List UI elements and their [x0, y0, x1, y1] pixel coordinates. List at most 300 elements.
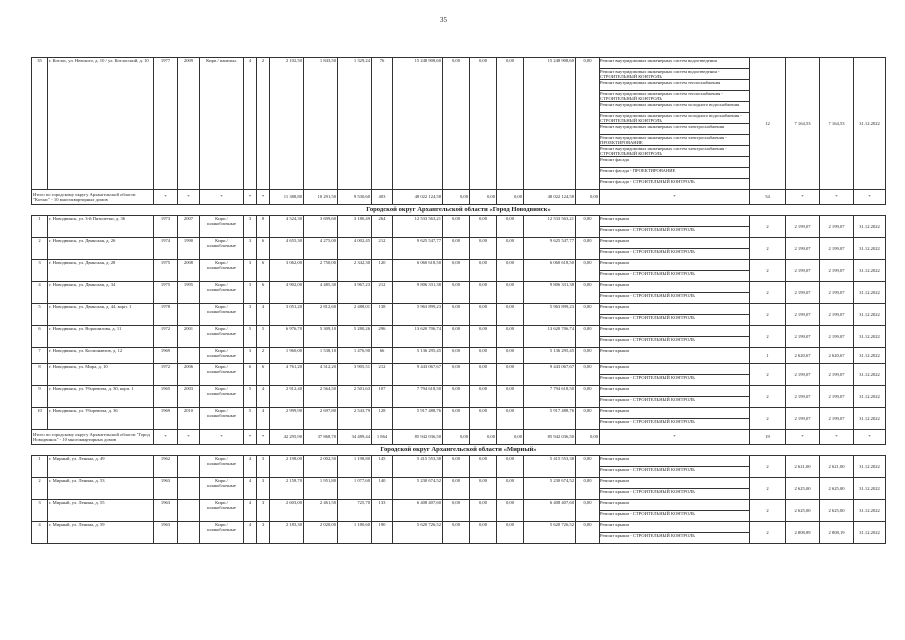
fund-local-cell: 0,00: [497, 260, 524, 282]
wall-material-cell: Кирп./ шлакоблочные: [200, 348, 244, 364]
year-repair-cell: 2003: [178, 386, 200, 408]
year-repair-cell: [178, 304, 200, 326]
total-count: 54: [750, 190, 786, 205]
entrances-cell: 3: [257, 456, 270, 478]
total-fund-other: 0,00: [576, 190, 600, 205]
floors-cell: 3: [244, 304, 257, 326]
works-cell: [600, 408, 750, 430]
total-fund-local: 0,00: [497, 190, 524, 205]
fund-ff-cell: 0,00: [443, 282, 470, 304]
cost-total-cell: 5 620 726,52: [393, 522, 443, 544]
residents-cell: 107: [372, 386, 393, 408]
entrances-cell: 6: [257, 364, 270, 386]
year-built-cell: 1963: [154, 522, 178, 544]
fund-other-cell: 0,00: [576, 282, 600, 304]
row-number: 9: [32, 386, 48, 408]
address-cell: г. Мирный, ул. Ленина, д. 53: [48, 478, 154, 500]
unit-cost-cell: 2 199,07: [786, 364, 820, 386]
wall-material-cell: Кирп./ шлакоблочные: [200, 216, 244, 238]
unit-cost-cell: 2 199,07: [786, 386, 820, 408]
entrances-cell: 3: [257, 478, 270, 500]
works-cell: [600, 216, 750, 238]
work-item: Ремонт крыши: [600, 478, 749, 489]
fund-owners-cell: 6 060 618,50: [524, 260, 576, 282]
area-living-cell: 2 812,60: [304, 304, 338, 326]
area-total-cell: 1 960,00: [270, 348, 304, 364]
unit-count-cell: 2: [750, 326, 786, 348]
floors-cell: 5: [244, 326, 257, 348]
work-item: Ремонт крыши: [600, 522, 749, 533]
floors-cell: 4: [244, 58, 257, 190]
fund-owners-cell: 9 443 067,67: [524, 364, 576, 386]
residents-cell: 120: [372, 260, 393, 282]
work-item: Ремонт крыши - СТРОИТЕЛЬНЫЙ КОНТРОЛЬ: [600, 227, 695, 232]
row-number: 8: [32, 364, 48, 386]
unit-count-cell: 2: [750, 260, 786, 282]
area-owned-cell: 1 476,90: [338, 348, 372, 364]
fund-other-cell: 0,00: [576, 386, 600, 408]
entrances-cell: 5: [257, 326, 270, 348]
year-repair-cell: 2009: [178, 58, 200, 190]
total-area-total: 11 388,80: [270, 190, 304, 205]
fund-ff-cell: 0,00: [443, 216, 470, 238]
residents-cell: 76: [372, 58, 393, 190]
fund-region-cell: 0,00: [470, 216, 497, 238]
year-repair-cell: [178, 348, 200, 364]
wall-material-cell: Кирп./ панельн.: [200, 58, 244, 190]
cost-total-cell: 5 917 488,76: [393, 408, 443, 430]
fund-owners-cell: 5 620 726,52: [524, 522, 576, 544]
fund-owners-cell: 5 136 295,45: [524, 348, 576, 364]
total-label: Итого по городскому округу Архангельской области "Город Новодвинск" - 10 многоквартирных домов: [32, 430, 154, 445]
residents-cell: 138: [372, 304, 393, 326]
fund-other-cell: 0,00: [576, 522, 600, 544]
fund-other-cell: 0,00: [576, 456, 600, 478]
area-owned-cell: 2 342,30: [338, 260, 372, 282]
total-area-living: 10 291,50: [304, 190, 338, 205]
area-total-cell: 6 976,70: [270, 326, 304, 348]
year-built-cell: 1965: [154, 386, 178, 408]
work-item: Ремонт крыши - СТРОИТЕЛЬНЫЙ КОНТРОЛЬ: [600, 337, 695, 342]
work-item: Ремонт внутридомовых инженерных систем электроснабжения - СТРОИТЕЛЬНЫЙ КОНТРОЛЬ: [600, 146, 749, 157]
year-built-cell: 1963: [154, 500, 178, 522]
fund-other-cell: 0,00: [576, 304, 600, 326]
row-number: 4: [32, 522, 48, 544]
fund-other-cell: 0,00: [576, 326, 600, 348]
table-row: [32, 326, 886, 348]
area-owned-cell: 1 329,24: [338, 58, 372, 190]
unit-count-cell: 2: [750, 238, 786, 260]
work-item: Ремонт внутридомовых инженерных систем теплоснабжения: [600, 80, 749, 91]
address-cell: г. Мирный, ул. Ленина, д. 55: [48, 500, 154, 522]
year-repair-cell: 2001: [178, 326, 200, 348]
work-item: Ремонт крыши: [600, 348, 629, 353]
fund-ff-cell: 0,00: [443, 456, 470, 478]
area-living-cell: 4 275,00: [304, 238, 338, 260]
area-total-cell: 2 912,40: [270, 386, 304, 408]
work-item: Ремонт внутридомовых инженерных систем теплоснабжения - СТРОИТЕЛЬНЫЙ КОНТРОЛЬ: [600, 91, 749, 102]
total-star: *: [820, 430, 854, 445]
work-item: Ремонт крыши - СТРОИТЕЛЬНЫЙ КОНТРОЛЬ: [600, 489, 695, 494]
residents-cell: 212: [372, 364, 393, 386]
fund-region-cell: 0,00: [470, 500, 497, 522]
unit-cost-cell: 2 625,00: [786, 478, 820, 500]
residents-cell: 296: [372, 326, 393, 348]
total-fund-ff: 0,00: [443, 190, 470, 205]
fund-region-cell: 0,00: [470, 282, 497, 304]
area-owned-cell: 1 180,60: [338, 522, 372, 544]
works-cell: [600, 326, 750, 348]
fund-region-cell: 0,00: [470, 260, 497, 282]
row-number: 7: [32, 348, 48, 364]
year-repair-cell: 1990: [178, 238, 200, 260]
fund-other-cell: 0,00: [576, 216, 600, 238]
fund-local-cell: 0,00: [497, 386, 524, 408]
work-item: Ремонт крыши: [600, 282, 749, 293]
address-cell: г. Новодвинск, ул. Космонавтов, д. 12: [48, 348, 154, 364]
residents-cell: 128: [372, 408, 393, 430]
limit-cost-cell: 2 199,07: [820, 260, 854, 282]
fund-region-cell: 0,00: [470, 456, 497, 478]
unit-cost-cell: 2 199,07: [786, 260, 820, 282]
works-cell: [600, 304, 750, 326]
limit-cost-cell: 2 808,19: [820, 522, 854, 544]
floors-cell: 4: [244, 500, 257, 522]
limit-cost-cell: 2 199,07: [820, 216, 854, 238]
fund-ff-cell: 0,00: [443, 364, 470, 386]
unit-cost-cell: 2 625,00: [786, 500, 820, 522]
address-cell: г. Новодвинск, ул. Мира, д. 10: [48, 364, 154, 386]
row-number: 2: [32, 238, 48, 260]
fund-ff-cell: 0,00: [443, 478, 470, 500]
address-cell: г. Новодвинск, ул. Двинская, д. 44, корп. 1: [48, 304, 154, 326]
unit-cost-cell: 2 808,89: [786, 522, 820, 544]
unit-cost-cell: 2 199,07: [786, 238, 820, 260]
unit-count-cell: 2: [750, 364, 786, 386]
year-built-cell: 1973: [154, 216, 178, 238]
cost-total-cell: 5 230 674,52: [393, 478, 443, 500]
cost-total-cell: 12 533 563,21: [393, 216, 443, 238]
area-living-cell: 4 312,20: [304, 364, 338, 386]
entrances-cell: 6: [257, 260, 270, 282]
wall-material-cell: Кирп./ шлакоблочные: [200, 386, 244, 408]
fund-owners-cell: 5 963 899,23: [524, 304, 576, 326]
table-row: [32, 456, 886, 478]
fund-local-cell: 0,00: [497, 348, 524, 364]
area-living-cell: 2 020,00: [304, 522, 338, 544]
work-item: Ремонт внутридомовых инженерных систем электроснабжения - ПРОЕКТИРОВАНИЕ: [600, 135, 749, 146]
entrances-cell: 4: [257, 408, 270, 430]
deadline-cell: 31.12.2022: [854, 238, 886, 260]
fund-other-cell: 0,00: [576, 478, 600, 500]
limit-cost-cell: 2 625,00: [820, 500, 854, 522]
table-row: [32, 522, 886, 544]
work-item: Ремонт крыши - СТРОИТЕЛЬНЫЙ КОНТРОЛЬ: [600, 249, 695, 254]
area-living-cell: 2 002,50: [304, 456, 338, 478]
work-item: Ремонт крыши: [600, 456, 749, 467]
fund-local-cell: 0,00: [497, 522, 524, 544]
total-star: *: [786, 190, 820, 205]
fund-ff-cell: 0,00: [443, 386, 470, 408]
fund-ff-cell: 0,00: [443, 326, 470, 348]
total-count: 19: [750, 430, 786, 445]
year-built-cell: 1975: [154, 260, 178, 282]
floors-cell: 5: [244, 408, 257, 430]
fund-owners-cell: 13 620 706,74: [524, 326, 576, 348]
address-cell: г. Новодвинск, ул. Ворошилова, д. 11: [48, 326, 154, 348]
unit-count-cell: 2: [750, 216, 786, 238]
section-title: Городской округ Архангельской области «Город Новодвинск»: [32, 205, 886, 216]
year-repair-cell: [178, 500, 200, 522]
fund-other-cell: 0,00: [576, 260, 600, 282]
year-built-cell: 1969: [154, 348, 178, 364]
page-number: 35: [440, 16, 447, 24]
floors-cell: 6: [244, 364, 257, 386]
works-cell: [600, 386, 750, 408]
unit-count-cell: 2: [750, 478, 786, 500]
floors-cell: 3: [244, 282, 257, 304]
total-fund-local: 0,00: [497, 430, 524, 445]
fund-owners-cell: 5 415 553,38: [524, 456, 576, 478]
total-star: *: [244, 190, 257, 205]
table-row: [32, 304, 886, 326]
unit-count-cell: 2: [750, 282, 786, 304]
work-item: Ремонт внутридомовых инженерных систем холодного водоснабжения: [600, 102, 749, 113]
works-cell: [600, 500, 750, 522]
fund-region-cell: 0,00: [470, 386, 497, 408]
deadline-cell: 31.12.2022: [854, 348, 886, 364]
unit-count-cell: 2: [750, 500, 786, 522]
year-built-cell: 1969: [154, 408, 178, 430]
limit-cost-cell: 2 199,07: [820, 408, 854, 430]
table-row: [32, 260, 886, 282]
cost-total-cell: 5 963 899,23: [393, 304, 443, 326]
work-item: Ремонт внутридомовых инженерных систем водоотведения - СТРОИТЕЛЬНЫЙ КОНТРОЛЬ: [600, 69, 749, 80]
work-item: Ремонт крыши - СТРОИТЕЛЬНЫЙ КОНТРОЛЬ: [600, 315, 695, 320]
entrances-cell: 3: [257, 522, 270, 544]
fund-owners-cell: 6 408 407,60: [524, 500, 576, 522]
work-item: Ремонт крыши: [600, 238, 749, 249]
deadline-cell: 31.12.2022: [854, 408, 886, 430]
deadline-cell: 31.12.2022: [854, 478, 886, 500]
address-cell: г. Новодвинск, ул. 3-й Пятилетки, д. 36: [48, 216, 154, 238]
fund-other-cell: 0,00: [576, 364, 600, 386]
fund-owners-cell: 5 917 488,76: [524, 408, 576, 430]
limit-cost-cell: 2 199,07: [820, 304, 854, 326]
floors-cell: 3: [244, 216, 257, 238]
work-item: Ремонт внутридомовых инженерных систем водоотведения: [600, 58, 749, 69]
year-built-cell: 1972: [154, 364, 178, 386]
area-living-cell: 4 485,30: [304, 282, 338, 304]
fund-owners-cell: 15 248 908,60: [524, 58, 576, 190]
area-owned-cell: 3 180,49: [338, 216, 372, 238]
cost-total-cell: 5 415 553,38: [393, 456, 443, 478]
work-item: Ремонт крыши: [600, 304, 749, 315]
fund-region-cell: 0,00: [470, 478, 497, 500]
deadline-cell: 31.12.2022: [854, 386, 886, 408]
area-living-cell: 1 843,50: [304, 58, 338, 190]
year-built-cell: 1972: [154, 326, 178, 348]
table-row: [32, 408, 886, 430]
fund-owners-cell: 5 230 674,52: [524, 478, 576, 500]
fund-ff-cell: 0,00: [443, 522, 470, 544]
total-star: *: [244, 430, 257, 445]
cost-total-cell: 9 806 331,38: [393, 282, 443, 304]
total-star: *: [154, 430, 178, 445]
floors-cell: 4: [244, 456, 257, 478]
deadline-cell: 31.12.2022: [854, 304, 886, 326]
repair-program-table: [31, 57, 886, 544]
year-repair-cell: [178, 456, 200, 478]
fund-ff-cell: 0,00: [443, 238, 470, 260]
works-cell: [600, 58, 750, 190]
wall-material-cell: Кирп./ шлакоблочные: [200, 304, 244, 326]
deadline-cell: 31.12.2022: [854, 364, 886, 386]
fund-ff-cell: 0,00: [443, 348, 470, 364]
table-row: [32, 58, 886, 190]
deadline-cell: 31.12.2022: [854, 260, 886, 282]
total-star: *: [786, 430, 820, 445]
total-fund-region: 0,00: [470, 190, 497, 205]
fund-ff-cell: 0,00: [443, 500, 470, 522]
table-row: [32, 364, 886, 386]
wall-material-cell: Кирп./ шлакоблочные: [200, 408, 244, 430]
unit-cost-cell: 2 199,07: [786, 408, 820, 430]
row-number: 5: [32, 304, 48, 326]
work-item: Ремонт крыши: [600, 326, 749, 337]
deadline-cell: 31.12.2022: [854, 58, 886, 190]
limit-cost-cell: 7 164,53: [820, 58, 854, 190]
fund-region-cell: 0,00: [470, 304, 497, 326]
floors-cell: 3: [244, 348, 257, 364]
unit-cost-cell: 2 199,07: [786, 216, 820, 238]
work-item: Ремонт крыши - СТРОИТЕЛЬНЫЙ КОНТРОЛЬ: [600, 533, 695, 538]
works-cell: [600, 478, 750, 500]
work-item: Ремонт крыши: [600, 386, 749, 397]
cost-total-cell: 6 408 407,60: [393, 500, 443, 522]
floors-cell: 4: [244, 522, 257, 544]
area-total-cell: 4 524,30: [270, 216, 304, 238]
works-cell: [600, 260, 750, 282]
wall-material-cell: Кирп./ шлакоблочные: [200, 456, 244, 478]
limit-cost-cell: 2 199,07: [820, 282, 854, 304]
total-star: *: [820, 190, 854, 205]
fund-local-cell: 0,00: [497, 58, 524, 190]
works-cell: [600, 522, 750, 544]
deadline-cell: 31.12.2022: [854, 282, 886, 304]
row-number: 6: [32, 326, 48, 348]
work-item: Ремонт крыши: [600, 260, 749, 271]
area-total-cell: 3 062,00: [270, 260, 304, 282]
fund-region-cell: 0,00: [470, 238, 497, 260]
fund-ff-cell: 0,00: [443, 58, 470, 190]
cost-total-cell: 7 794 618,50: [393, 386, 443, 408]
total-fund-owners: 85 942 036,50: [524, 430, 576, 445]
address-cell: г. Новодвинск, ул. Двинская, д. 34: [48, 282, 154, 304]
cost-total-cell: 13 620 706,74: [393, 326, 443, 348]
wall-material-cell: Кирп./ шлакоблочные: [200, 522, 244, 544]
area-owned-cell: 725,70: [338, 500, 372, 522]
entrances-cell: 2: [257, 58, 270, 190]
work-item: Ремонт крыши: [600, 408, 749, 419]
area-owned-cell: 3 905,51: [338, 364, 372, 386]
area-living-cell: 2 750,00: [304, 260, 338, 282]
entrances-cell: 4: [257, 386, 270, 408]
area-total-cell: 2 158,70: [270, 478, 304, 500]
total-star: *: [600, 430, 750, 445]
address-cell: г. Новодвинск, ул. Уборевича, д. 36: [48, 408, 154, 430]
total-cost-total: 48 022 124,58: [393, 190, 443, 205]
cost-total-cell: 15 248 908,60: [393, 58, 443, 190]
unit-count-cell: 2: [750, 456, 786, 478]
wall-material-cell: Кирп./ шлакоблочные: [200, 260, 244, 282]
row-number: 35: [32, 58, 48, 190]
total-area-total: 42 295,90: [270, 430, 304, 445]
year-repair-cell: [178, 478, 200, 500]
work-item: Ремонт фасада - СТРОИТЕЛЬНЫЙ КОНТРОЛЬ: [600, 179, 695, 184]
total-fund-ff: 0,00: [443, 430, 470, 445]
area-total-cell: 4 655,30: [270, 238, 304, 260]
fund-region-cell: 0,00: [470, 364, 497, 386]
area-total-cell: 4 761,20: [270, 364, 304, 386]
row-number: 3: [32, 500, 48, 522]
limit-cost-cell: 2 199,07: [820, 386, 854, 408]
total-area-owned: 34 489,44: [338, 430, 372, 445]
address-cell: г. Котлас, ул. Невского, д. 10 / ул. Котласский, д. 10: [48, 58, 154, 190]
work-item: Ремонт крыши: [600, 500, 749, 511]
fund-region-cell: 0,00: [470, 58, 497, 190]
year-built-cell: 1977: [154, 58, 178, 190]
residents-cell: 145: [372, 456, 393, 478]
unit-count-cell: 2: [750, 408, 786, 430]
total-fund-region: 0,00: [470, 430, 497, 445]
area-total-cell: 2 999,90: [270, 408, 304, 430]
floors-cell: 4: [244, 478, 257, 500]
work-item: Ремонт внутридомовых инженерных систем электроснабжения: [600, 124, 749, 135]
fund-local-cell: 0,00: [497, 364, 524, 386]
unit-cost-cell: 2 199,07: [786, 282, 820, 304]
residents-cell: 140: [372, 478, 393, 500]
row-number: 1: [32, 216, 48, 238]
limit-cost-cell: 2 625,00: [820, 478, 854, 500]
address-cell: г. Мирный, ул. Ленина, д. 49: [48, 456, 154, 478]
row-number: 3: [32, 260, 48, 282]
address-cell: г. Мирный, ул. Ленина, д. 59: [48, 522, 154, 544]
area-living-cell: 2 697,80: [304, 408, 338, 430]
total-label: Итого по городскому округу Архангельской области "Котлас" - 10 многоквартирных домов: [32, 190, 154, 205]
area-owned-cell: 3 967,23: [338, 282, 372, 304]
residents-cell: 264: [372, 216, 393, 238]
area-owned-cell: 2 543,79: [338, 408, 372, 430]
work-item: Ремонт крыши: [600, 216, 749, 227]
work-item: Ремонт крыши - СТРОИТЕЛЬНЫЙ КОНТРОЛЬ: [600, 293, 695, 298]
entrances-cell: 8: [257, 216, 270, 238]
wall-material-cell: Кирп./ шлакоблочные: [200, 500, 244, 522]
table-row: [32, 386, 886, 408]
works-cell: [600, 282, 750, 304]
section-header-row: [32, 205, 886, 216]
total-star: *: [200, 430, 244, 445]
table-row: [32, 500, 886, 522]
total-star: *: [854, 430, 886, 445]
floors-cell: 3: [244, 238, 257, 260]
fund-ff-cell: 0,00: [443, 304, 470, 326]
floors-cell: 3: [244, 260, 257, 282]
section-title: Городской округ Архангельской области «Мирный»: [32, 445, 886, 456]
area-total-cell: 2 102,50: [270, 58, 304, 190]
row-number: 2: [32, 478, 48, 500]
deadline-cell: 31.12.2022: [854, 456, 886, 478]
